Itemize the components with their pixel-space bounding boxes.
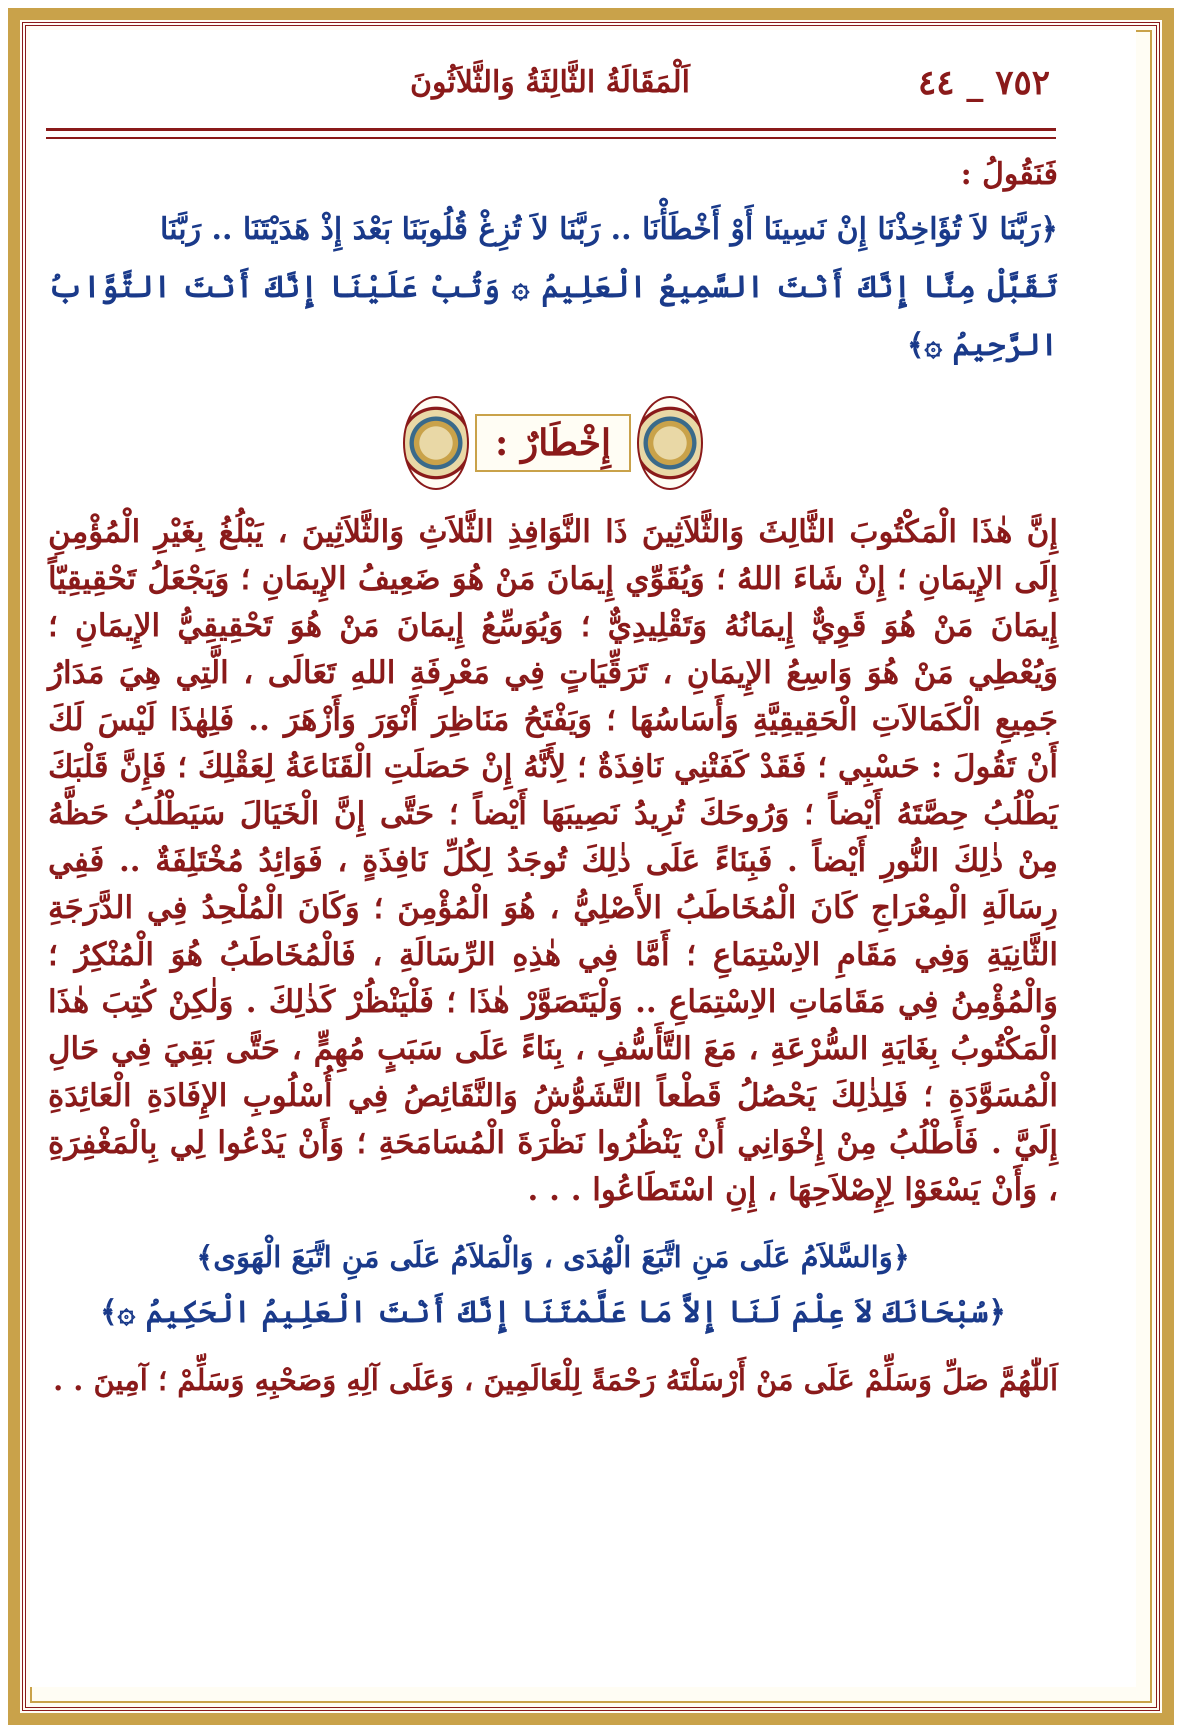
page-header	[50, 55, 1050, 125]
section-title-box	[48, 385, 1058, 505]
header-divider	[46, 128, 1056, 139]
section-title: إِخْطَارٌ :	[475, 414, 631, 472]
quran-verse-line-1: ﴿رَبَّنَا لاَ تُؤَاخِذْنَا إِنْ نَسِينَا أَوْ أَخْطَأْنَا .. رَبَّنَا لاَ تُزِغْ قُلُوبَنَا بَعْدَ إِذْ هَدَيْتَنَا .. رَبَّنَا	[160, 212, 1058, 247]
final-prayer: اَللّٰهُمَّ صَلِّ وَسَلِّمْ عَلَى مَنْ أَرْسَلْتَهُ رَحْمَةً لِلْعَالَمِينَ ، وَعَلَى آلِهِ وَصَحْبِهِ وَسَلِّمْ ؛ آمِينَ . .	[53, 1363, 1058, 1397]
ornament-right-icon	[637, 396, 703, 490]
ornament-left-icon	[403, 396, 469, 490]
page-body	[48, 155, 1058, 1402]
chapter-title: اَلْمَقَالَةُ الثَّالِثَةُ وَالثَّلاَثُونَ	[410, 65, 690, 100]
quran-verse-line-2: تَقَبَّلْ مِنَّا إِنَّكَ أَنْتَ السَّمِيعُ الْعَلِيمُ ۞ وَتُبْ عَلَيْنَا إِنَّكَ أَنْتَ التَّوَّابُ الرَّحِيمُ ۞﴾	[48, 270, 1058, 363]
intro-text: فَنَقُولُ :	[960, 157, 1058, 192]
main-paragraph: إِنَّ هٰذَا الْمَكْتُوبَ الثَّالِثَ وَالثَّلاَثِينَ ذَا النَّوَافِذِ الثَّلاَثِ وَالثَّلاَثِينَ ، يَبْلُغُ بِغَيْرِ الْمُؤْمِنِ إِلَى الإِيمَانِ ؛ إِنْ شَاءَ اللهُ ؛ وَيُقَوِّي إِيمَانَ مَنْ هُوَ ضَعِيفُ الإِيمَانِ ؛ وَيَجْعَلُ تَحْقِيقِيّاً إِيمَانَ مَنْ هُوَ قَوِيٌّ إِيمَانُهُ وَتَقْلِيدِيٌّ ؛ وَيُوَسِّعُ إِيمَانَ مَنْ هُوَ تَحْقِيقِيُّ الإِيمَانِ ؛ وَيُعْطِي مَنْ هُوَ وَاسِعُ الإِيمَانِ ، تَرَقِّيَاتٍ فِي مَعْرِفَةِ اللهِ تَعَالَى ، الَّتِي هِيَ مَدَارُ جَمِيعِ الْكَمَالاَتِ الْحَقِيقِيَّةِ وَأَسَاسُهَا ؛ وَيَفْتَحُ مَنَاظِرَ أَنْوَرَ وَأَزْهَرَ .. فَلِهٰذَا لَيْسَ لَكَ أَنْ تَقُولَ : حَسْبِي ؛ فَقَدْ كَفَتْنِي نَافِذَةٌ ؛ لِأَنَّهُ إِنْ حَصَلَتِ الْقَنَاعَةُ لِعَقْلِكَ ؛ فَإِنَّ قَلْبَكَ يَطْلُبُ حِصَّتَهُ أَيْضاً ؛ وَرُوحَكَ تُرِيدُ نَصِيبَهَا أَيْضاً ؛ حَتَّى إِنَّ الْخَيَالَ سَيَطْلُبُ حَظَّهُ مِنْ ذٰلِكَ النُّورِ أَيْضاً . فَبِنَاءً عَلَى ذٰلِكَ تُوجَدُ لِكُلِّ نَافِذَةٍ ، فَوَائِدُ مُخْتَلِفَةٌ .. فَفِي رِسَالَةِ الْمِعْرَاجِ كَانَ الْمُخَاطَبُ الأَصْلِيُّ ، هُوَ الْمُؤْمِنَ ؛ وَكَانَ الْمُلْحِدُ فِي الدَّرَجَةِ الثَّانِيَةِ وَفِي مَقَامِ الاِسْتِمَاعِ ؛ أَمَّا فِي هٰذِهِ الرِّسَالَةِ ، فَالْمُخَاطَبُ هُوَ الْمُنْكِرُ ؛ وَالْمُؤْمِنُ فِي مَقَامَاتِ الاِسْتِمَاعِ .. وَلْيَتَصَوَّرْ هٰذَا ؛ فَلْيَنْظُرْ كَذٰلِكَ . وَلٰكِنْ كُتِبَ هٰذَا الْمَكْتُوبُ بِغَايَةِ السُّرْعَةِ ، مَعَ التَّأَسُّفِ ، بِنَاءً عَلَى سَبَبٍ مُهِمٍّ ، حَتَّى بَقِيَ فِي حَالِ الْمُسَوَّدَةِ ؛ فَلِذٰلِكَ يَحْصُلُ قَطْعاً التَّشَوُّشُ وَالنَّقَائِصُ فِي أُسْلُوبِ الإِفَادَةِ الْعَائِدَةِ إِلَيَّ . فَأَطْلُبُ مِنْ إِخْوَانِي أَنْ يَنْظُرُوا نَظْرَةَ الْمُسَامَحَةِ ؛ وَأَنْ يَدْعُوا لِي بِالْمَغْفِرَةِ ، وَأَنْ يَسْعَوْا لِإِصْلاَحِهَا ، إِنِ اسْتَطَاعُوا . . .	[48, 514, 1059, 1208]
closing-verse-1: ﴿وَالسَّلاَمُ عَلَى مَنِ اتَّبَعَ الْهُدَى ، وَالْمَلاَمُ عَلَى مَنِ اتَّبَعَ الْهَوَى﴾	[196, 1240, 910, 1274]
page-number: ٧٥٢ _ ٤٤	[917, 63, 1050, 103]
closing-verse-2: ﴿سُبْحَانَكَ لاَ عِلْمَ لَنَا إِلاَّ مَا عَلَّمْتَنَا إِنَّكَ أَنْتَ الْعَلِيمُ الْحَكِيمُ ۞﴾	[100, 1295, 1006, 1330]
section-title-plate	[403, 395, 703, 491]
